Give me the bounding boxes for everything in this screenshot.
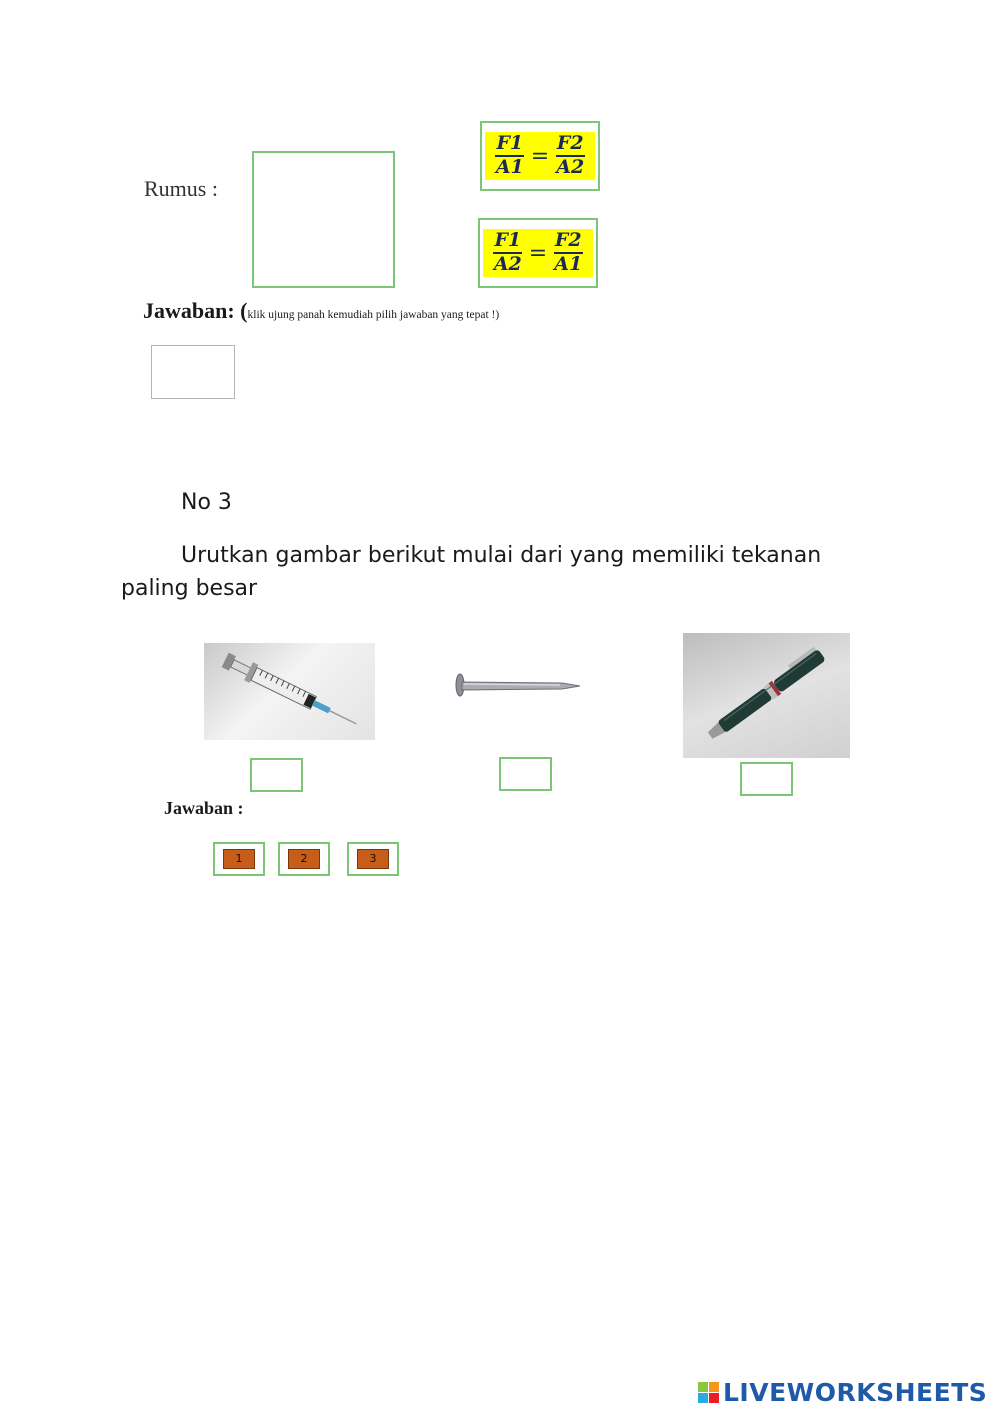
question-text: Urutkan gambar berikut mulai dari yang memiliki tekanan paling besar	[121, 543, 822, 601]
liveworksheets-logo-icon	[698, 1382, 719, 1403]
formula-drop-zone[interactable]	[252, 151, 395, 288]
brand-text: LIVEWORKSHEETS	[723, 1378, 988, 1407]
fraction-right	[555, 134, 585, 178]
denominator: A2	[493, 253, 522, 275]
equals-sign: =	[530, 143, 550, 169]
fraction-left	[495, 134, 525, 178]
formula-expression-2	[483, 229, 593, 277]
formula-expression-1	[485, 132, 595, 180]
pen-icon	[683, 633, 850, 758]
nail-image	[450, 670, 582, 704]
syringe-answer-box[interactable]	[250, 758, 303, 792]
question-number: No 3	[181, 490, 232, 515]
formula-option-2[interactable]	[478, 218, 598, 288]
numerator: F2	[554, 231, 583, 254]
rank-option-2[interactable]	[278, 842, 330, 876]
rank-option-label: 1	[223, 849, 255, 869]
equals-sign: =	[528, 240, 548, 266]
answer-hint: klik ujung panah kemudiah pilih jawaban yang tepat !)	[247, 309, 500, 321]
syringe-icon	[204, 643, 375, 740]
pen-image	[683, 633, 850, 758]
rumus-label: Rumus :	[144, 176, 218, 201]
answer-heading	[143, 298, 499, 324]
liveworksheets-brand	[698, 1378, 987, 1407]
rank-option-label: 2	[288, 849, 320, 869]
rank-option-label: 3	[357, 849, 389, 869]
denominator: A1	[495, 156, 524, 178]
denominator: A2	[556, 156, 585, 178]
answer-label: Jawaban: (	[143, 298, 248, 323]
answer-dropdown[interactable]	[151, 345, 235, 399]
rank-option-3[interactable]	[347, 842, 399, 876]
syringe-image	[204, 643, 375, 740]
numerator: F2	[556, 134, 585, 157]
fraction-right	[553, 231, 583, 275]
fraction-left	[493, 231, 523, 275]
denominator: A1	[554, 253, 583, 275]
numerator: F1	[493, 231, 522, 254]
formula-option-1[interactable]	[480, 121, 600, 191]
nail-icon	[450, 670, 582, 704]
nail-answer-box[interactable]	[499, 757, 552, 791]
rank-option-1[interactable]	[213, 842, 265, 876]
numerator: F1	[495, 134, 524, 157]
answer-label-2: Jawaban :	[164, 798, 244, 818]
pen-answer-box[interactable]	[740, 762, 793, 796]
